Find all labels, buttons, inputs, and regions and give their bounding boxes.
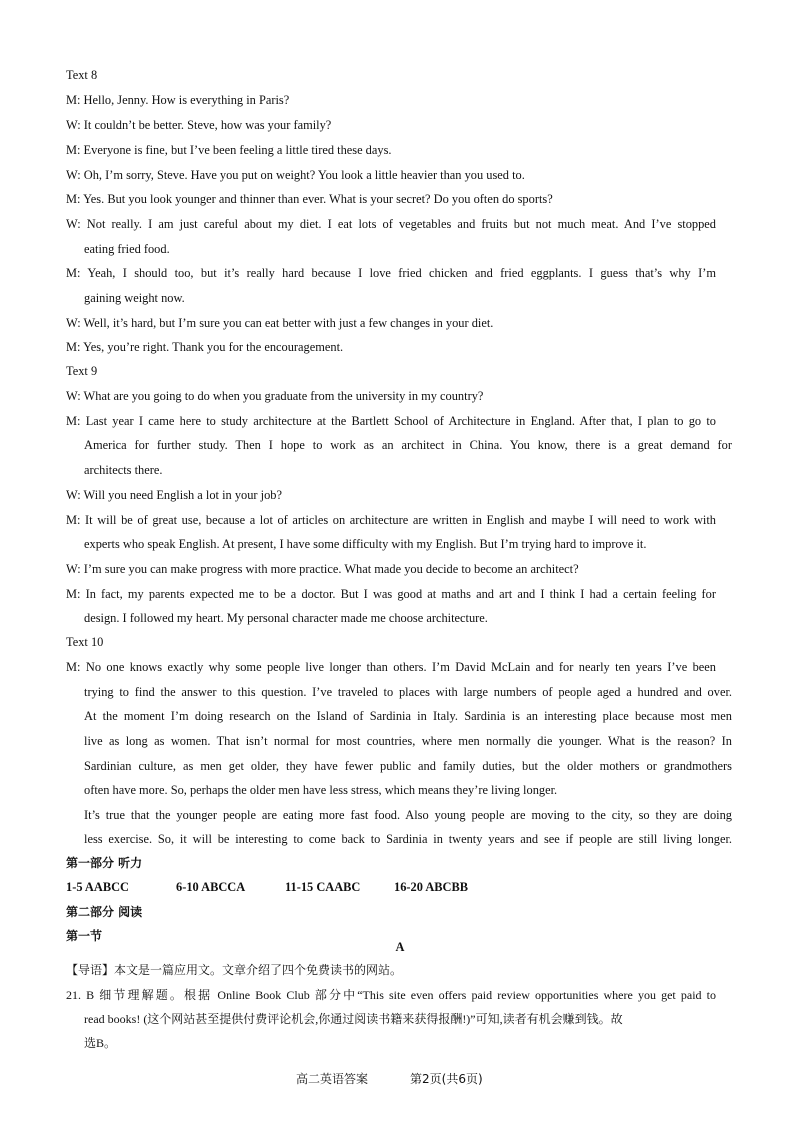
question-21-line-2: read books! (这个网站甚至提供付费评论机会,你通过阅读书籍来获得报酬!)”可知,读者有机会赚到钱。故: [84, 1012, 623, 1026]
part2-title: 第二部分 阅读: [66, 905, 143, 919]
passage-guide: 【导语】本文是一篇应用文。文章介绍了四个免费读书的网站。: [66, 963, 403, 977]
text10-line-4: live as long as women. That isn’t normal for most countries, where men normally die younger. What is the reason? In: [84, 734, 732, 748]
question-21-line-1: 21. B 细节理解题。根据 Online Book Club 部分中“This site even offers paid review opportunities where you get paid to: [66, 988, 716, 1002]
text9-line-10: design. I followed my heart. My personal character made me choose architecture.: [84, 611, 488, 625]
passage-label: A: [395, 940, 405, 954]
answer-group-4: 16-20 ABCBB: [394, 880, 469, 894]
text8-line-3: M: Everyone is fine, but I’ve been feeling a little tired these days.: [66, 143, 392, 157]
answer-group-2: 6-10 ABCCA: [176, 880, 246, 894]
text10-line-6: often have more. So, perhaps the older men have less stress, which means they’re living longer.: [84, 783, 558, 797]
question-21-line-3: 选B。: [84, 1036, 117, 1050]
text8-line-6: W: Not really. I am just careful about my diet. I eat lots of vegetables and fruits but not much meat. And I’ve stopped: [66, 217, 716, 231]
text8-line-5: M: Yes. But you look younger and thinner than ever. What is your secret? Do you often do sports?: [66, 192, 553, 206]
text10-line-1: M: No one knows exactly why some people live longer than others. I’m David McLain and for nearly ten years I’ve been: [66, 660, 716, 674]
text8-title: Text 8: [66, 68, 98, 82]
text10-line-8: less exercise. So, it will be interesting to come back to Sardinia in twenty years and see if people are still living longer.: [84, 832, 732, 846]
text9-line-4: architects there.: [84, 463, 163, 477]
text8-line-10: W: Well, it’s hard, but I’m sure you can eat better with just a few changes in your diet.: [66, 316, 494, 330]
text8-line-4: W: Oh, I’m sorry, Steve. Have you put on weight? You look a little heavier than you used to.: [66, 168, 525, 182]
footer-page-number: 第2页(共6页): [410, 1072, 483, 1086]
text9-line-8: W: I’m sure you can make progress with more practice. What made you decide to become an architect?: [66, 562, 579, 576]
part1-title: 第一部分 听力: [66, 856, 143, 870]
text10-line-3: At the moment I’m doing research on the Island of Sardinia in Italy. Sardinia is an interesting place because most men: [84, 709, 732, 723]
footer-subject: 高二英语答案: [296, 1072, 369, 1086]
text8-line-7: eating fried food.: [84, 242, 170, 256]
text10-line-7: It’s true that the younger people are eating more fast food. Also young people are moving to the city, so they are doing: [84, 808, 732, 822]
text10-line-2: trying to find the answer to this question. I’ve traveled to places with large numbers of people aged a hundred and over.: [84, 685, 732, 699]
text9-line-5: W: Will you need English a lot in your job?: [66, 488, 282, 502]
text9-line-3: America for further study. Then I hope to work as an architect in China. You know, there is a great demand for: [84, 438, 732, 452]
text10-title: Text 10: [66, 635, 104, 649]
answer-group-1: 1-5 AABCC: [66, 880, 129, 894]
text9-line-9: M: In fact, my parents expected me to be a doctor. But I was good at maths and art and I think I had a certain feeling for: [66, 587, 716, 601]
text9-line-2: M: Last year I came here to study architecture at the Bartlett School of Architecture in England. After that, I plan to go to: [66, 414, 716, 428]
text8-line-2: W: It couldn’t be better. Steve, how was your family?: [66, 118, 332, 132]
part2-section: 第一节: [66, 929, 103, 943]
text9-title: Text 9: [66, 364, 98, 378]
text9-line-7: experts who speak English. At present, I have some difficulty with my English. But I’m trying hard to improve it.: [84, 537, 647, 551]
text8-line-8: M: Yeah, I should too, but it’s really hard because I love fried chicken and fried eggplants. I guess that’s why I’m: [66, 266, 716, 280]
text9-line-6: M: It will be of great use, because a lot of articles on architecture are written in English and maybe I will need to work with: [66, 513, 716, 527]
text9-line-1: W: What are you going to do when you graduate from the university in my country?: [66, 389, 484, 403]
text10-line-5: Sardinian culture, as men get older, they have fewer public and family duties, but the older mothers or grandmothers: [84, 759, 732, 773]
text8-line-1: M: Hello, Jenny. How is everything in Paris?: [66, 93, 290, 107]
answer-group-3: 11-15 CAABC: [285, 880, 361, 894]
text8-line-9: gaining weight now.: [84, 291, 185, 305]
text8-line-11: M: Yes, you’re right. Thank you for the encouragement.: [66, 340, 344, 354]
